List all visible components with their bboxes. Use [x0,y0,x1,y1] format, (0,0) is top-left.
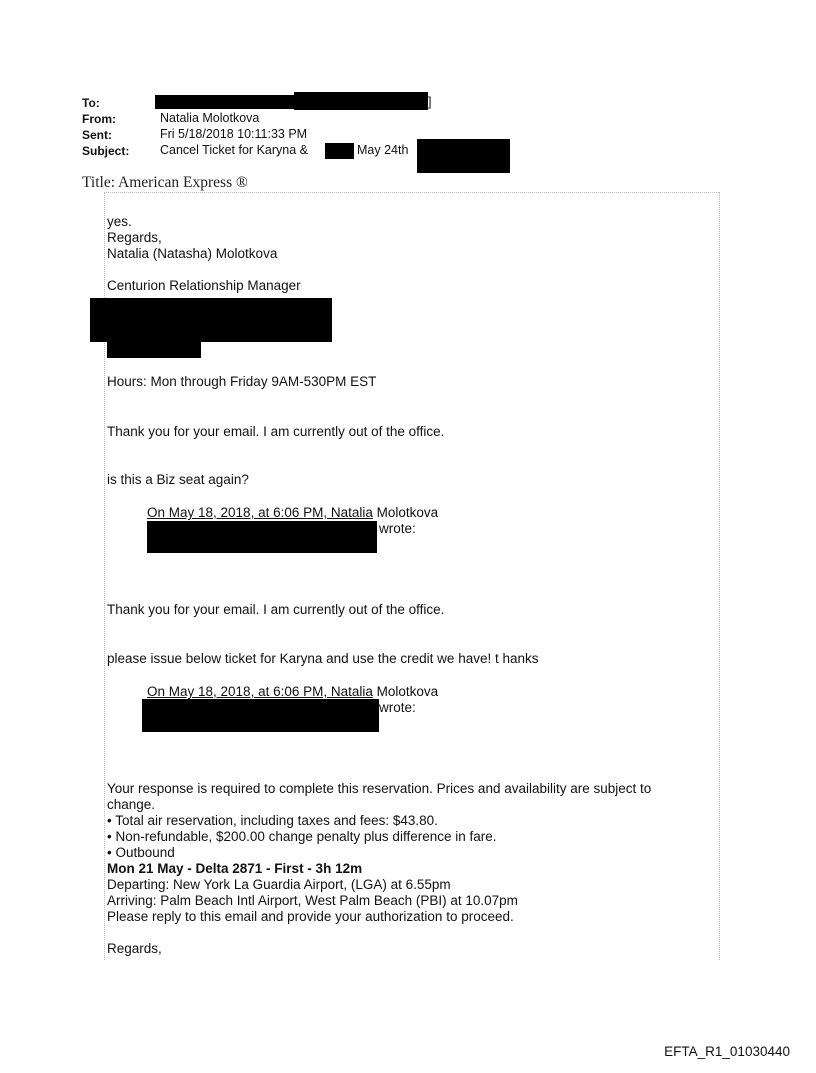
from-value: Natalia Molotkova [160,111,260,125]
quote-2-on: On May 18, 2018, at 6:06 PM, Natalia [147,684,373,699]
line-signature-name: Natalia (Natasha) Molotkova [107,246,278,261]
redaction-subject-2 [417,139,510,173]
line-departing: Departing: New York La Guardia Airport, (LGA) at 6.55pm [107,877,451,892]
subject-part2: May 24th [357,143,409,157]
to-label: To: [82,96,100,110]
quote-1-on: On May 18, 2018, at 6:06 PM, Natalia [147,505,373,520]
redaction-subject-1 [325,143,354,159]
line-out-of-office-1: Thank you for your email. I am currently out of the office. [107,424,445,439]
to-bracket: ] [428,95,432,109]
line-hours: Hours: Mon through Friday 9AM-530PM EST [107,374,377,389]
quote-2-header [147,684,438,700]
quote-2-wrote: wrote: [379,700,416,715]
quote-1-name: Molotkova [372,505,439,520]
bullet-outbound: • Outbound [107,845,175,860]
line-reply: Please reply to this email and provide your authorization to proceed. [107,909,514,924]
line-issue-ticket: please issue below ticket for Karyna and use the credit we have! t hanks [107,651,539,666]
line-yes: yes. [107,214,132,229]
quote-2-name: Molotkova [372,684,439,699]
redaction-signature-1 [90,298,332,342]
bullet-total: • Total air reservation, including taxes and fees: $43.80. [107,813,438,828]
frame-top-border [104,192,719,193]
frame-right-border [719,192,720,960]
line-out-of-office-2: Thank you for your email. I am currently out of the office. [107,602,445,617]
quote-1-header [147,505,438,521]
line-change: change. [107,797,156,812]
flight-summary: Mon 21 May - Delta 2871 - First - 3h 12m [107,861,363,876]
line-biz-seat: is this a Biz seat again? [107,472,249,487]
redaction-quote-1 [147,521,377,553]
subject-part1: Cancel Ticket for Karyna & [160,143,308,157]
line-response-required: Your response is required to complete this reservation. Prices and availability are subject to [107,781,652,796]
sent-label: Sent: [82,128,112,142]
message-title: Title: American Express ® [82,174,248,191]
redaction-signature-2 [107,342,201,358]
bullet-non-refundable: • Non-refundable, $200.00 change penalty plus difference in fare. [107,829,497,844]
line-regards-2: Regards, [107,941,162,956]
quote-1-wrote: wrote: [379,521,416,536]
document-id: EFTA_R1_01030440 [664,1044,790,1059]
redaction-to-1 [155,95,295,109]
redaction-quote-2 [142,699,379,732]
line-arriving: Arriving: Palm Beach Intl Airport, West Palm Beach (PBI) at 10.07pm [107,893,518,908]
subject-label: Subject: [82,144,130,158]
redaction-to-2 [294,92,428,110]
sent-value: Fri 5/18/2018 10:11:33 PM [160,127,308,141]
from-label: From: [82,112,116,126]
line-signature-role: Centurion Relationship Manager [107,278,301,293]
line-regards: Regards, [107,230,162,245]
